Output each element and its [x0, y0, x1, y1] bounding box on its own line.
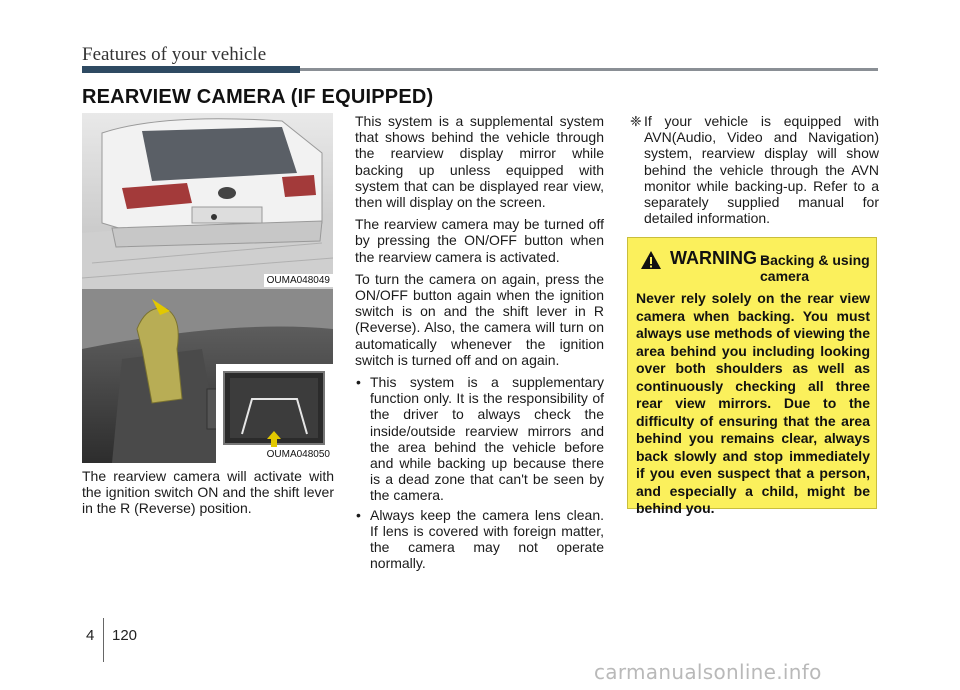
section-title: REARVIEW CAMERA (IF EQUIPPED): [82, 86, 434, 108]
figure-code: OUMA048050: [264, 448, 333, 461]
figure-rear-camera: [82, 113, 333, 289]
activation-text: The rearview camera will activate with the ignition switch ON and the shift lever in the R (Reverse) position.: [82, 468, 334, 517]
bullet-item: • This system is a supplementary function only. It is the responsibility of the driver to always check the inside/outside rearview mirrors and the area behind the vehicle before and while backing up because there is a dead zone that can't be seen by the camera.: [355, 374, 604, 504]
figure-code: OUMA048049: [264, 274, 333, 287]
paragraph: To turn the camera on again, press the ON/OFF button again when the ignition switch is on and the shift lever in R (Reverse). Also, the camera will turn on automatically whenever the ignition switch is turned off and on again.: [355, 270, 604, 368]
warning-subtitle: Backing & using camera: [760, 252, 870, 284]
paragraph: The rearview camera may be turned off by pressing the ON/OFF button when the rearview camera is activated.: [355, 216, 604, 265]
note-text: If your vehicle is equipped with AVN(Audio, Video and Navigation) system, rearview display will show behind the vehicle through the AVN monitor while backing-up. Refer to a separately supplied manual for detailed information.: [644, 113, 879, 227]
shift-lever-and-monitor-illustration: [82, 289, 333, 463]
warning-box: [627, 237, 877, 516]
chapter-number: 4: [86, 627, 95, 644]
column-three: [630, 113, 879, 226]
footer-divider: [103, 618, 104, 662]
bullet-item: • Always keep the camera lens clean. If lens is covered with foreign matter, the camera may not operate normally.: [355, 507, 604, 572]
avn-note: [630, 113, 879, 226]
warning-triangle-icon: [640, 250, 662, 270]
page-number: 120: [112, 627, 138, 644]
watermark: carmanualsonline.info: [594, 660, 822, 684]
header-rule-accent: [82, 66, 300, 73]
page-header-title: Features of your vehicle: [82, 44, 267, 65]
rear-of-car-camera-illustration: [82, 113, 333, 289]
note-mark-icon: ❈: [630, 113, 642, 129]
warning-label: WARNING -: [670, 248, 768, 268]
figure-shift-lever: [82, 289, 333, 463]
column-two: [355, 113, 604, 574]
warning-body: Never rely solely on the rear view camera when backing. You must always use methods of viewing the area behind you including looking over both shoulders as well as continuously checking all three rear view mirrors. Due to the difficulty of ensuring that the area behind you remains clear, always back slowly and stop immediately if you even suspect that a person, and especially a child, might be behind you.: [636, 290, 870, 516]
paragraph: This system is a supplemental system that shows behind the vehicle through the rearview display mirror while backing up unless equipped with system that can be displayed rear view, then will display on the screen.: [355, 113, 604, 211]
